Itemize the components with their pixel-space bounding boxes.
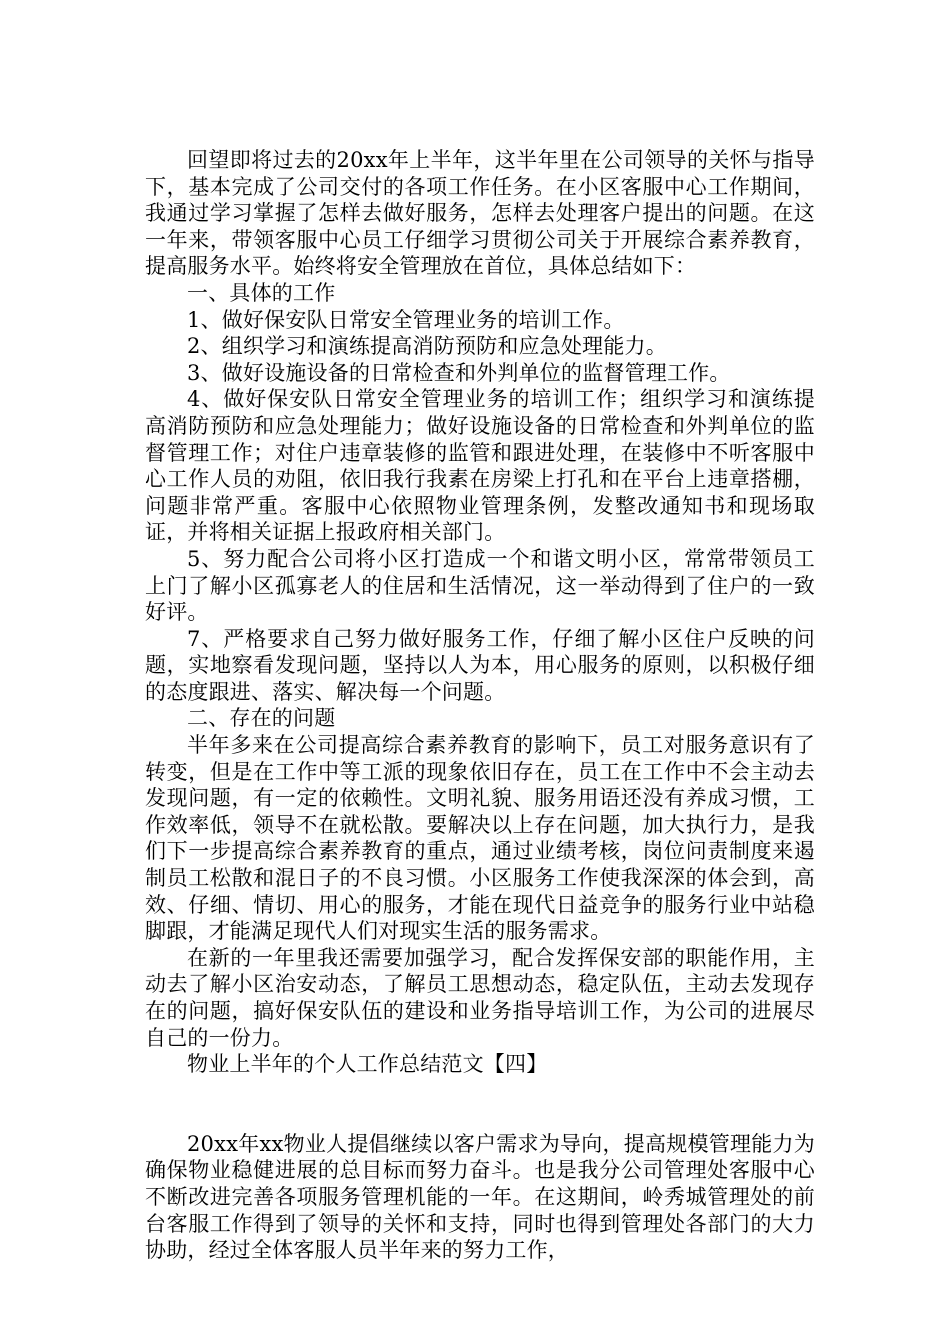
list-item-2: 2、组织学习和演练提高消防预防和应急处理能力。: [187, 334, 667, 359]
blank-line: [145, 1078, 815, 1131]
paragraph-new-year: 在新的一年里我还需要加强学习，配合发挥保安部的职能作用，主动去了解小区治安动态，了解员工思想动态，稳定队伍，主动去发现存在的问题，搞好保安队伍的建设和业务指导培训工作，为公司的进展尽自己的一份力。: [145, 945, 815, 1050]
list-item-4: 4、做好保安队日常安全管理业务的培训工作；组织学习和演练提高消防预防和应急处理能力；做好设施设备的日常检查和外判单位的监督管理工作；对住户违章装修的监管和跟进处理，在装修中不听客服中心工作人员的劝阻，依旧我行我素在房梁上打孔和在平台上违章搭棚，问题非常严重。客服中心依照物业管理条例，发整改通知书和现场取证，并将相关证据上报政府相关部门。: [145, 387, 815, 545]
paragraph-section-four: 20xx年xx物业人提倡继续以客户需求为导向，提高规模管理能力为确保物业稳健进展的总目标而努力奋斗。也是我分公司管理处客服中心不断改进完善各项服务管理机能的一年。在这期间，岭秀城管理处的前台客服工作得到了领导的关怀和支持，同时也得到管理处各部门的大力协助，经过全体客服人员半年来的努力工作，: [145, 1131, 815, 1263]
heading-specific-work: 一、具体的工作: [187, 280, 336, 305]
paragraph-problems: 半年多来在公司提高综合素养教育的影响下，员工对服务意识有了转变，但是在工作中等工派的现象依旧存在，员工在工作中不会主动去发现问题，有一定的依赖性。文明礼貌、服务用语还没有养成习惯，工作效率低，领导不在就松散。要解决以上存在问题，加大执行力，是我们下一步提高综合素养教育的重点，通过业绩考核，岗位问责制度来遏制员工松散和混日子的不良习惯。小区服务工作使我深深的体会到，高效、仔细、情切、用心的服务，才能在现代日益竞争的服务行业中站稳脚跟，才能满足现代人们对现实生活的服务需求。: [145, 733, 815, 944]
document-body: [145, 147, 815, 1264]
list-item-5: 5、努力配合公司将小区打造成一个和谐文明小区，常常带领员工上门了解小区孤寡老人的住居和生活情况，这一举动得到了住户的一致好评。: [145, 546, 815, 625]
list-item-3: 3、做好设施设备的日常检查和外判单位的监督管理工作。: [187, 360, 731, 385]
heading-existing-problems: 二、存在的问题: [187, 706, 336, 731]
paragraph-intro: 回望即将过去的20xx年上半年，这半年里在公司领导的关怀与指导下，基本完成了公司交付的各项工作任务。在小区客服中心工作期间，我通过学习掌握了怎样去做好服务，怎样去处理客户提出的问题。在这一年来，带领客服中心员工仔细学习贯彻公司关于开展综合素养教育，提高服务水平。始终将安全管理放在首位，具体总结如下：: [145, 148, 815, 279]
list-item-1: 1、做好保安队日常安全管理业务的培训工作。: [187, 307, 625, 332]
section-title-four: 物业上半年的个人工作总结范文【四】: [187, 1052, 548, 1077]
list-item-7: 7、严格要求自己努力做好服务工作，仔细了解小区住户反映的问题，实地察看发现问题，坚持以人为本，用心服务的原则，以积极仔细的态度跟进、落实、解决每一个问题。: [145, 626, 815, 704]
